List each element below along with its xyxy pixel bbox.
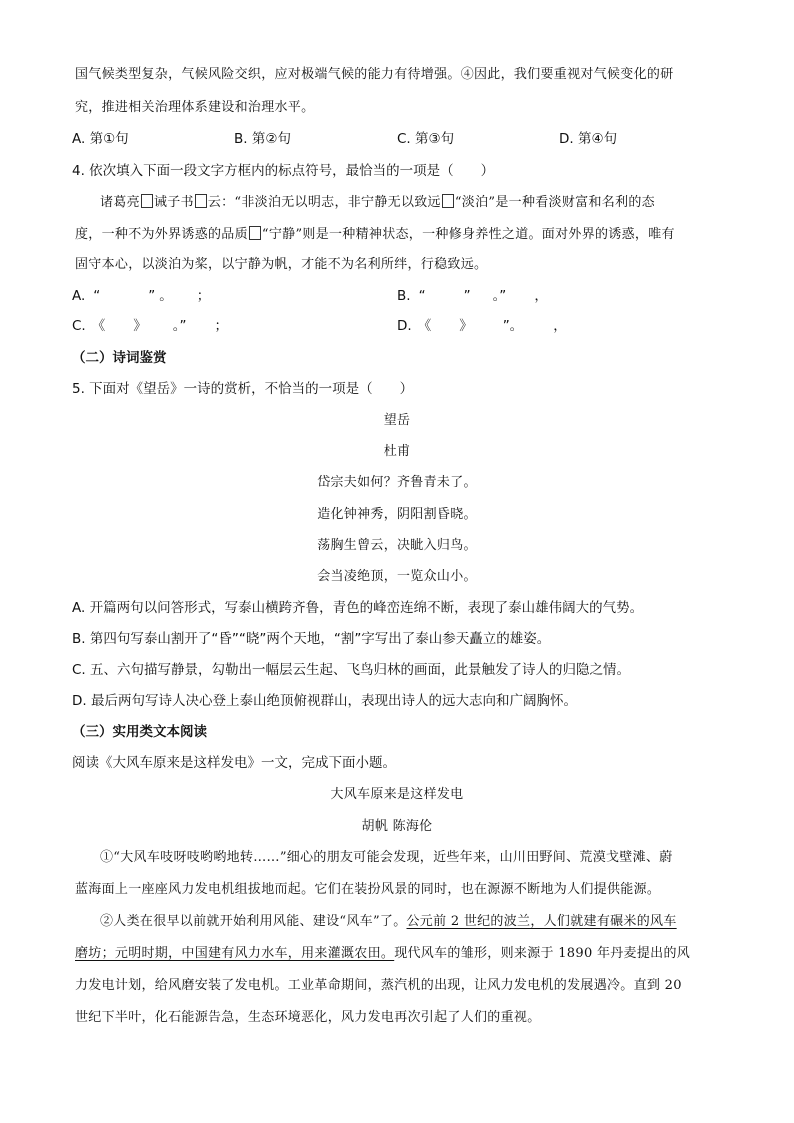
article-paragraph-line: 蓝海面上一座座风力发电机组拔地而起。它们在装扮风景的同时，也在源源不断地为人们提供能源。: [75, 882, 661, 897]
q5-option-a: A. 开篇两句以问答形式，写泰山横跨齐鲁，青色的峰峦连绵不断，表现了泰山雄伟阔大的气势。: [72, 600, 644, 616]
passage-line: 究，推进相关治理体系建设和治理水平。: [75, 100, 315, 115]
article-paragraph-line: 力发电计划，给风磨安装了发电机。工业革命期间，蒸汽机的出现，让风力发电机的发展遇冷。直到 20: [75, 978, 682, 993]
article-paragraph-line: 磨坊；元明时期，中国建有风力水车，用来灌溉农田。现代风车的雏形，则来源于 1890 年丹麦提出的风: [75, 946, 691, 961]
blank-box: [442, 194, 454, 208]
q3-option-c: C. 第③句: [397, 131, 455, 147]
q4-passage-line: 诸葛亮 诫子书 云：“非淡泊无以明志，非宁静无以致远 “淡泊”是一种看淡财富和名利的态: [100, 195, 655, 210]
blank-box: [195, 194, 207, 208]
q4-passage-line: 度，一种不为外界诱惑的品质 “宁静”则是一种精神状态，一种修身养性之道。面对外界的诱惑，唯有: [75, 227, 675, 242]
q4-option-c: C. 《 》 。” ；: [72, 318, 228, 334]
q4-option-a: A. “ ” 。 ；: [72, 288, 211, 304]
underlined-text: 磨坊；元明时期，中国建有风力水车，用来灌溉农田。: [75, 946, 395, 961]
poem-line: 造化钟神秀，阴阳割昏晓。: [317, 507, 477, 522]
section-title: （三）实用类文本阅读: [72, 724, 207, 740]
q3-option-a: A. 第①句: [72, 131, 129, 147]
section-title: （二）诗词鉴赏: [72, 350, 167, 366]
poem-author: 杜甫: [383, 444, 411, 459]
reading-intro: 阅读《大风车原来是这样发电》一文，完成下面小题。: [72, 755, 396, 771]
q5-option-d: D. 最后两句写诗人决心登上泰山绝顶俯视群山，表现出诗人的远大志向和广阔胸怀。: [72, 693, 577, 709]
poem-line: 岱宗夫如何？齐鲁青未了。: [317, 475, 477, 490]
q5-option-c: C. 五、六句描写静景，勾勒出一幅层云生起、飞鸟归林的画面，此景触发了诗人的归隐之情。: [72, 662, 631, 678]
q4-stem: 4. 依次填入下面一段文字方框内的标点符号，最恰当的一项是（ ）: [72, 163, 495, 179]
blank-box: [249, 226, 261, 240]
q4-option-b: B. “ ” 。” ，: [397, 288, 548, 304]
poem-line: 荡胸生曾云，决眦入归鸟。: [317, 538, 477, 553]
q5-stem: 5. 下面对《望岳》一诗的赏析，不恰当的一项是（ ）: [72, 381, 414, 397]
poem-title: 望岳: [383, 413, 411, 428]
article-paragraph-line: ②人类在很早以前就开始利用风能、建设“风车”了。公元前 2 世纪的波兰，人们就建有碾米的风车: [100, 914, 677, 929]
underlined-text: 公元前 2 世纪的波兰，人们就建有碾米的风车: [406, 914, 677, 929]
q5-option-b: B. 第四句写泰山割开了“昏”“晓”两个天地，“割”字写出了泰山参天矗立的雄姿。: [72, 631, 551, 647]
article-title: 大风车原来是这样发电: [330, 787, 464, 802]
q3-option-b: B. 第②句: [234, 131, 291, 147]
article-author: 胡帆 陈海伦: [361, 819, 433, 834]
poem-line: 会当凌绝顶，一览众山小。: [317, 569, 477, 584]
q4-option-d: D. 《 》 ”。 ，: [397, 318, 567, 334]
article-paragraph-line: 世纪下半叶，化石能源告急，生态环境恶化，风力发电再次引起了人们的重视。: [75, 1010, 541, 1025]
article-paragraph-line: ①“大风车吱呀吱哟哟地转……”细心的朋友可能会发现，近些年来，山川田野间、荒漠戈壁滩、蔚: [100, 850, 673, 865]
passage-line: 国气候类型复杂，气候风险交织，应对极端气候的能力有待增强。④因此，我们要重视对气候变化的研: [75, 67, 674, 82]
q3-option-d: D. 第④句: [559, 131, 618, 147]
blank-box: [141, 194, 153, 208]
q4-passage-line: 固守本心，以淡泊为桨，以宁静为帆，才能不为名利所绊，行稳致远。: [75, 257, 488, 272]
